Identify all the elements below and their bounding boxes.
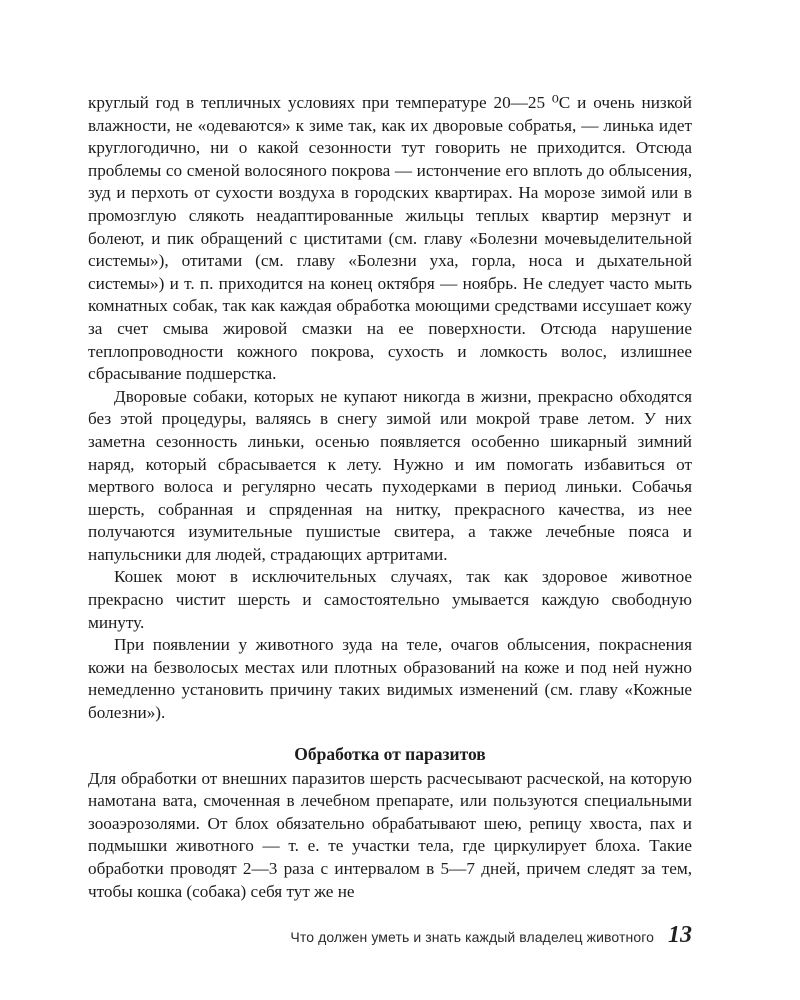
running-title: Что должен уметь и знать каждый владелец животного [290, 929, 654, 945]
page-footer [88, 922, 692, 952]
paragraph-home-dogs-shedding: круглый год в тепличных условиях при температуре 20—25 ⁰С и очень низкой влажности, не «одеваются» к зиме так, как их дворовые собратья, — линька идет круглогодично, ни о какой сезонности тут говорить не приходится. Отсюда проблемы со сменой волосяного покрова — истончение его вплоть до облысения, зуд и перхоть от сухости воздуха в городских квартирах. На морозе зимой или в промозглую слякоть неадаптированные жильцы теплых квартир мерзнут и болеют, и пик обращений с циститами (см. главу «Болезни мочевыделительной системы»), отитами (см. главу «Болезни уха, горла, носа и дыхательной системы») и т. п. приходится на конец октября — ноябрь. Не следует часто мыть комнатных собак, так как каждая обработка моющими средствами иссушает кожу за счет смыва жировой смазки на ее поверхности. Отсюда нарушение теплопроводности кожного покрова, сухость и ломкость волос, излишнее сбрасывание подшерстка. [88, 93, 692, 384]
section-heading-parasites: Обработка от паразитов [294, 743, 486, 764]
paragraph-cats-washing: Кошек моют в исключительных случаях, так как здоровое животное прекрасно чистит шерсть и самостоятельно умывается каждую свободную минуту. [88, 567, 692, 632]
paragraph-yard-dogs: Дворовые собаки, которых не купают никогда в жизни, прекрасно обходятся без этой процедуры, валяясь в снегу зимой или мокрой траве летом. У них заметна сезонность линьки, осенью появляется особенно шикарный зимний наряд, который сбрасывается к лету. Нужно и им помогать избавиться от мертвого волоса и регулярно чесать пуходерками в период линьки. Собачья шерсть, собранная и спряденная на нитку, прекрасного качества, из нее получаются изумительные пушистые свитера, а также лечебные пояса и напульсники для людей, страдающих артритами. [88, 386, 692, 564]
page-body [88, 92, 692, 903]
page-number: 13 [668, 922, 692, 948]
paragraph-parasite-treatment: Для обработки от внешних паразитов шерсть расчесывают расческой, на которую намотана вата, смоченная в лечебном препарате, или пользуются специальными зооаэрозолями. От блох обязательно обрабатывают шею, репицу хвоста, пах и подмышки животного — т. е. те участки тела, где циркулирует блоха. Такие обработки проводят 2—3 раза с интервалом в 5—7 дней, причем следят за тем, чтобы кошка (собака) себя тут же не [88, 768, 692, 901]
paragraph-itching-symptoms: При появлении у животного зуда на теле, очагов облысения, покраснения кожи на безволосых местах или плотных образований на коже и под ней нужно немедленно установить причину таких видимых изменений (см. главу «Кожные болезни»). [88, 635, 692, 723]
